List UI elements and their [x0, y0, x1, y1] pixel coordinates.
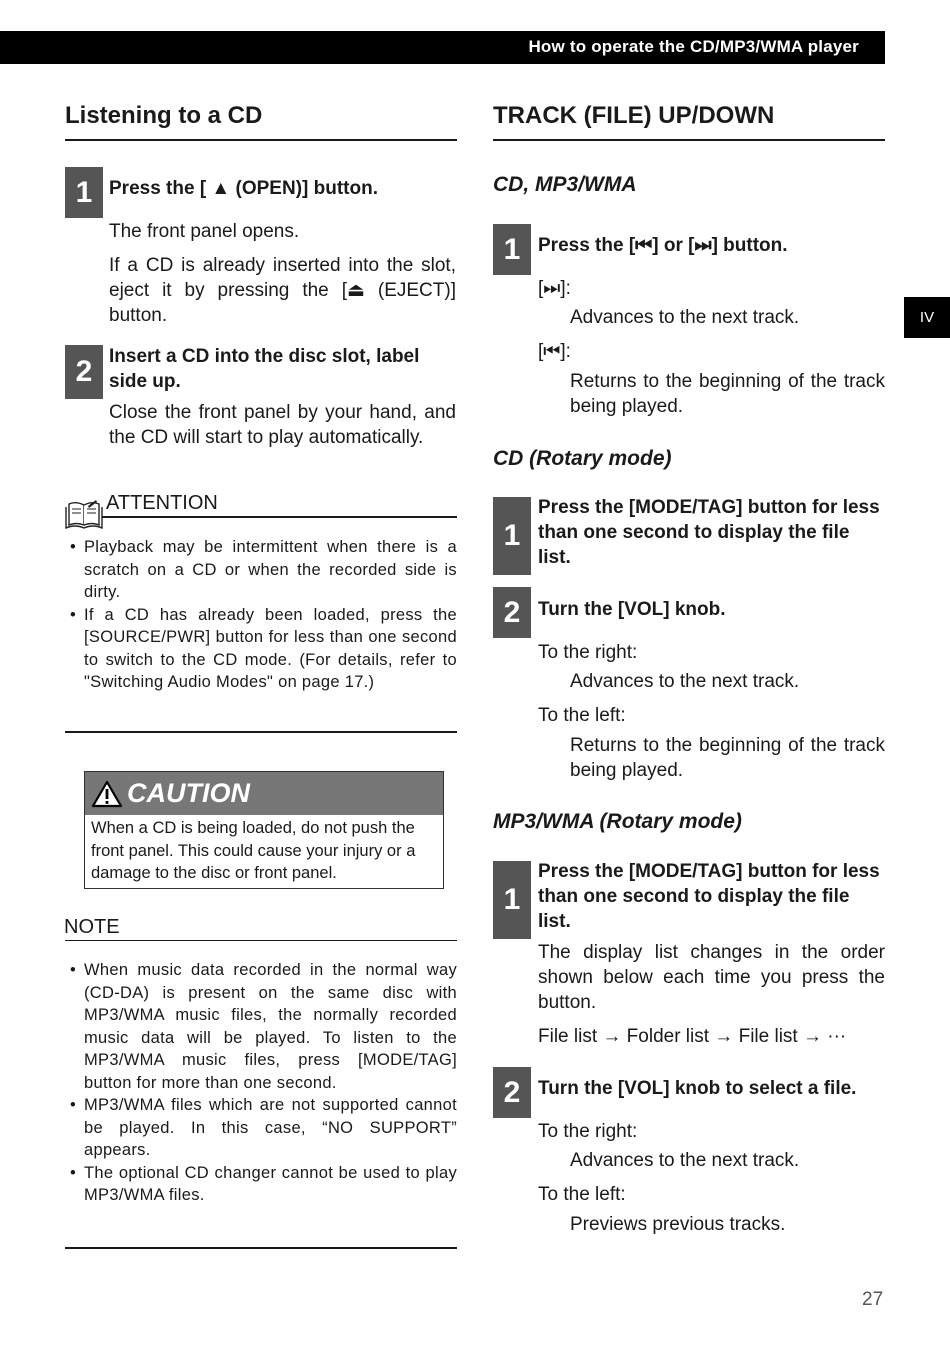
attention-bottom-rule — [65, 731, 457, 733]
step-number: 1 — [493, 224, 531, 275]
step-text: The display list changes in the order shown below each time you press the button. — [538, 942, 885, 1013]
note-rule — [65, 940, 457, 941]
item-text: Returns to the beginning of the track being played. — [570, 735, 885, 781]
chapter-tab-label: IV — [919, 309, 935, 326]
item-text: Returns to the beginning of the track being played. — [570, 371, 885, 417]
page-number: 27 — [862, 1289, 884, 1310]
list-item: • When music data recorded in the normal way (CD-DA) is present on the same disc with MP3/WMA music files, the normally recorded music data will be played. To listen to the MP3/WMA music files, press [MODE/TAG] button for more than one second. — [65, 959, 457, 1094]
item-key: To the left: — [538, 705, 626, 726]
step-title: Turn the [VOL] knob to select a file. — [538, 1078, 857, 1099]
subsection-heading: MP3/WMA (Rotary mode) — [493, 810, 742, 833]
list-item: • MP3/WMA files which are not supported cannot be played. In this case, “NO SUPPORT” appears. — [65, 1094, 457, 1162]
caution-header — [85, 772, 443, 815]
list-item: • If a CD has already been loaded, press the [SOURCE/PWR] button for less than one second to switch to the CD mode. (For details, refer to "Switching Audio Modes" on page 17.) — [65, 604, 457, 694]
step-title: Insert a CD into the disc slot, label side up. — [109, 346, 420, 392]
right-section-title: TRACK (FILE) UP/DOWN — [493, 102, 775, 129]
subsection-heading: CD, MP3/WMA — [493, 173, 637, 196]
note-list — [65, 959, 457, 1207]
item-key: [⏭]: — [538, 278, 571, 299]
warning-icon — [91, 780, 123, 808]
list-sequence: File list → Folder list → File list → ··· — [538, 1026, 847, 1047]
caution-text: When a CD is being loaded, do not push the front panel. This could cause your injury or a damage to the disc or front panel. — [91, 819, 416, 882]
note-label: NOTE — [64, 916, 120, 938]
header-title: How to operate the CD/MP3/WMA player — [528, 37, 859, 56]
subsection-heading: CD (Rotary mode) — [493, 447, 672, 470]
step-title: Press the [ ▲ (OPEN)] button. — [109, 178, 378, 199]
step-number: 1 — [493, 861, 531, 939]
step-title: Turn the [VOL] knob. — [538, 599, 726, 620]
item-text: Advances to the next track. — [570, 307, 800, 328]
chapter-tab — [904, 297, 950, 338]
item-key: [⏮]: — [538, 341, 571, 362]
right-title-rule — [493, 139, 885, 141]
attention-rule — [102, 516, 457, 518]
caution-title: CAUTION — [127, 778, 250, 808]
item-key: To the left: — [538, 1184, 626, 1205]
attention-list — [65, 536, 457, 694]
item-key: To the right: — [538, 642, 638, 663]
item-text: Advances to the next track. — [570, 1150, 800, 1171]
list-item: • Playback may be intermittent when there is a scratch on a CD or when the recorded side is dirty. — [65, 536, 457, 604]
step-number: 2 — [493, 1067, 531, 1118]
item-key: To the right: — [538, 1121, 638, 1142]
caution-box — [84, 771, 444, 889]
header-bar — [0, 31, 885, 64]
step-text: Close the front panel by your hand, and the CD will start to play automatically. — [109, 402, 456, 448]
step-number: 1 — [493, 497, 531, 575]
note-bottom-rule — [65, 1247, 457, 1249]
book-icon — [64, 498, 104, 530]
step-text: The front panel opens. — [109, 221, 300, 242]
left-section-title: Listening to a CD — [65, 102, 263, 129]
step-number: 2 — [493, 587, 531, 638]
step-number: 1 — [65, 167, 103, 218]
item-text: Previews previous tracks. — [570, 1214, 786, 1235]
attention-label: ATTENTION — [106, 492, 218, 514]
step-title: Press the [⏮] or [⏭] button. — [538, 235, 788, 256]
left-title-rule — [65, 139, 457, 141]
step-text: If a CD is already inserted into the slot, eject it by pressing the [⏏ (EJECT)] button. — [109, 255, 456, 326]
step-title: Press the [MODE/TAG] button for less than one second to display the file list. — [538, 497, 880, 568]
item-text: Advances to the next track. — [570, 671, 800, 692]
step-number: 2 — [65, 345, 103, 399]
list-item: • The optional CD changer cannot be used to play MP3/WMA files. — [65, 1162, 457, 1207]
step-title: Press the [MODE/TAG] button for less than one second to display the file list. — [538, 861, 880, 932]
